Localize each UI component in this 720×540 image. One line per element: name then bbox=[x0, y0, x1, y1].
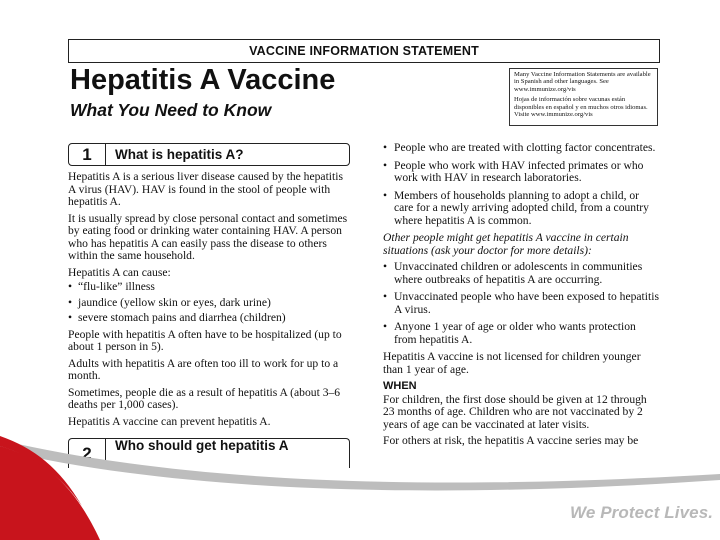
not-licensed-note: Hepatitis A vaccine is not licensed for children younger than 1 year of age. bbox=[383, 350, 641, 376]
document-banner: VACCINE INFORMATION STATEMENT bbox=[68, 39, 660, 63]
language-note-box bbox=[509, 68, 658, 126]
section-2-heading: Who should get hepatitis A bbox=[115, 438, 289, 453]
list-item: • Members of households planning to adopt a child, or care for a newly arriving adopted child, from a country where hepatitis A is common. bbox=[383, 188, 649, 227]
section-1-body bbox=[68, 171, 350, 428]
section-1-number: 1 bbox=[69, 144, 106, 165]
document-title: Hepatitis A Vaccine bbox=[70, 64, 336, 96]
section-1-paragraph: Adults with hepatitis A are often too ill to work for up to a month. bbox=[68, 356, 339, 382]
language-note-spanish: Hojas de información sobre vacunas están disponibles en español y en muchos otros idiomas. Visite www.immunize.org/vis bbox=[514, 96, 648, 119]
when-text: For children, the first dose should be given at 12 through 23 months of age. Children who are not vaccinated by 2 years of age can be vaccinated at later visits. bbox=[383, 392, 647, 431]
list-item: • People who work with HAV infected primates or who work with HAV in research laboratories. bbox=[383, 158, 644, 184]
swoosh-grey-band bbox=[0, 440, 720, 490]
list-item: • jaundice (yellow skin or eyes, dark urine) bbox=[68, 295, 271, 309]
section-1-paragraph: Hepatitis A vaccine can prevent hepatitis A. bbox=[68, 414, 271, 428]
section-1-paragraph: People with hepatitis A often have to be hospitalized (up to about 1 person in 5). bbox=[68, 327, 342, 353]
tagline: We Protect Lives. bbox=[570, 503, 714, 522]
list-item: • People who are treated with clotting factor concentrates. bbox=[383, 141, 656, 154]
other-people-intro: Other people might get hepatitis A vaccine in certain situations (ask your doctor for more details): bbox=[383, 231, 629, 257]
list-item: • “flu-like” illness bbox=[68, 280, 155, 293]
section-1-paragraph: Sometimes, people die as a result of hepatitis A (about 3–6 deaths per 1,000 cases). bbox=[68, 385, 341, 411]
when-heading: WHEN bbox=[383, 380, 417, 392]
section-1-paragraph: Hepatitis A can cause: bbox=[68, 265, 171, 279]
section-2-number: 2 bbox=[69, 439, 106, 468]
language-note-english: Many Vaccine Information Statements are available in Spanish and other languages. See www.immunize.org/vis bbox=[514, 71, 651, 93]
section-1-heading: What is hepatitis A? bbox=[115, 147, 244, 162]
list-item: • Unvaccinated children or adolescents in communities where outbreaks of hepatitis A are occurring. bbox=[383, 260, 643, 286]
section-1-header bbox=[68, 143, 350, 166]
section-1-paragraph: It is usually spread by close personal contact and sometimes by eating food or drinking water containing HAV. A person who has hepatitis A can easily pass the disease to others within the same household. bbox=[68, 211, 348, 262]
document-subtitle: What You Need to Know bbox=[70, 100, 272, 120]
list-item: • Anyone 1 year of age or older who wants protection from hepatitis A. bbox=[383, 320, 636, 346]
cut-off-line: For others at risk, the hepatitis A vaccine series may be bbox=[383, 434, 639, 447]
section-1-paragraph: Hepatitis A is a serious liver disease caused by the hepatitis A virus (HAV). HAV is found in the stool of people with hepatitis A. bbox=[68, 170, 343, 208]
list-item: • severe stomach pains and diarrhea (children) bbox=[68, 311, 286, 324]
list-item: • Unvaccinated people who have been exposed to hepatitis A virus. bbox=[383, 290, 659, 316]
